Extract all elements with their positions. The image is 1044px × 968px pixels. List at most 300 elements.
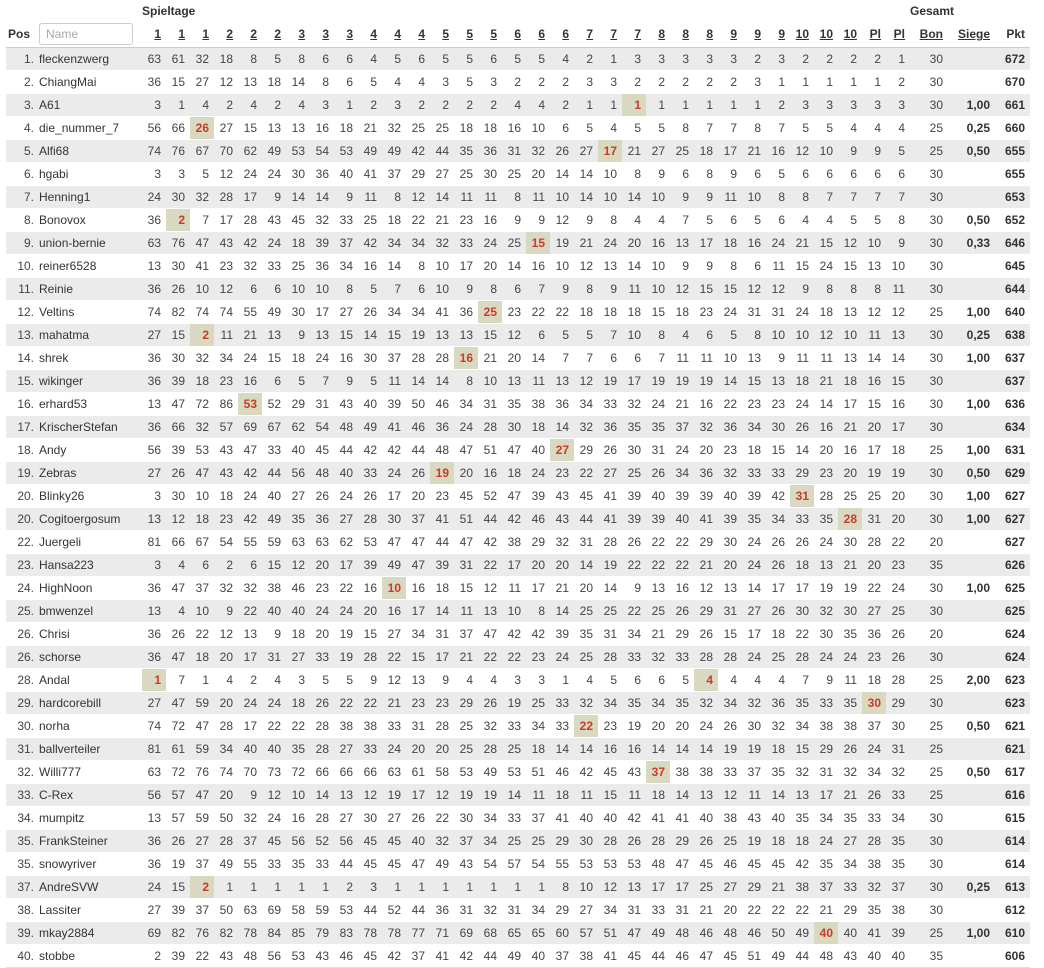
score-cell: 28 bbox=[214, 715, 238, 738]
player-name: shrek bbox=[39, 347, 142, 370]
score-cell: 42 bbox=[238, 462, 262, 485]
spieltag-header-link[interactable]: 2 bbox=[274, 27, 281, 41]
score-cell: 1 bbox=[262, 876, 286, 899]
spieltag-header-19[interactable] bbox=[574, 21, 598, 48]
score-cell: 20 bbox=[670, 715, 694, 738]
player-name: snowyriver bbox=[39, 853, 142, 876]
spieltag-header-27[interactable] bbox=[766, 21, 790, 48]
score-cell: 57 bbox=[574, 922, 598, 945]
siege-cell: 1,00 bbox=[948, 301, 995, 324]
score-cell: 17 bbox=[406, 600, 430, 623]
score-cell: 34 bbox=[406, 232, 430, 255]
score-cell: 14 bbox=[622, 186, 646, 209]
score-cell: 6 bbox=[550, 117, 574, 140]
score-cell: 30 bbox=[166, 255, 190, 278]
score-cell: 7 bbox=[670, 209, 694, 232]
spieltag-header-25[interactable] bbox=[718, 21, 742, 48]
pos-cell: 7. bbox=[6, 186, 39, 209]
score-cell: 33 bbox=[598, 393, 622, 416]
score-cell: 10 bbox=[190, 485, 214, 508]
score-cell: 14 bbox=[550, 600, 574, 623]
player-name: Andy bbox=[39, 439, 142, 462]
bon-header-link[interactable]: Bon bbox=[919, 27, 943, 41]
score-cell: 8 bbox=[742, 324, 766, 347]
spieltag-header-link[interactable]: Pl bbox=[893, 27, 905, 41]
player-name: mumpitz bbox=[39, 807, 142, 830]
pos-cell: 3. bbox=[6, 94, 39, 117]
pkt-cell: 612 bbox=[995, 899, 1030, 922]
column-header-row bbox=[6, 21, 1030, 48]
score-cell: 15 bbox=[694, 278, 718, 301]
score-cell: 40 bbox=[286, 600, 310, 623]
score-cell: 4 bbox=[454, 669, 478, 692]
score-cell: 15 bbox=[838, 255, 862, 278]
score-cell: 24 bbox=[742, 554, 766, 577]
score-cell: 40 bbox=[262, 485, 286, 508]
score-cell: 25 bbox=[574, 646, 598, 669]
score-cell: 14 bbox=[814, 393, 838, 416]
spieltag-header-31[interactable] bbox=[862, 21, 886, 48]
score-cell: 76 bbox=[190, 761, 214, 784]
score-cell: 25 bbox=[430, 117, 454, 140]
spieltag-header-link[interactable]: 1 bbox=[178, 27, 185, 41]
score-cell: 56 bbox=[142, 784, 166, 807]
siege-cell bbox=[948, 646, 995, 669]
score-cell: 35 bbox=[766, 761, 790, 784]
score-cell: 23 bbox=[814, 462, 838, 485]
score-cell: 31 bbox=[454, 554, 478, 577]
spieltag-header-22[interactable] bbox=[646, 21, 670, 48]
score-cell: 6 bbox=[766, 209, 790, 232]
score-cell: 19 bbox=[550, 232, 574, 255]
score-cell: 23 bbox=[430, 692, 454, 715]
score-cell: 1 bbox=[238, 876, 262, 899]
score-cell: 29 bbox=[694, 600, 718, 623]
spieltag-header-15[interactable] bbox=[478, 21, 502, 48]
score-cell: 68 bbox=[478, 922, 502, 945]
spieltag-header-7[interactable] bbox=[286, 21, 310, 48]
score-cell: 32 bbox=[190, 186, 214, 209]
spieltag-header-20[interactable] bbox=[598, 21, 622, 48]
spieltag-header-6[interactable] bbox=[262, 21, 286, 48]
score-cell: 41 bbox=[358, 163, 382, 186]
score-cell: 22 bbox=[190, 945, 214, 968]
score-cell: 7 bbox=[814, 186, 838, 209]
score-cell: 66 bbox=[358, 761, 382, 784]
score-cell: 17 bbox=[238, 186, 262, 209]
spieltag-header-link[interactable]: 6 bbox=[538, 27, 545, 41]
spieltag-header-30[interactable] bbox=[838, 21, 862, 48]
score-cell: 46 bbox=[718, 853, 742, 876]
spieltag-header-link[interactable]: 10 bbox=[795, 27, 809, 41]
score-cell: 4 bbox=[478, 669, 502, 692]
table-row bbox=[6, 186, 1030, 209]
spieltag-header-link[interactable]: 2 bbox=[226, 27, 233, 41]
score-cell: 2 bbox=[670, 71, 694, 94]
score-cell: 18 bbox=[190, 646, 214, 669]
spieltag-header-link[interactable]: 8 bbox=[682, 27, 689, 41]
spieltag-header-9[interactable] bbox=[334, 21, 358, 48]
score-cell: 11 bbox=[574, 784, 598, 807]
score-cell: 5 bbox=[886, 140, 910, 163]
score-cell: 3 bbox=[766, 48, 790, 71]
spieltag-header-link[interactable]: 9 bbox=[730, 27, 737, 41]
score-cell: 1 bbox=[478, 876, 502, 899]
spieltag-header-16[interactable] bbox=[502, 21, 526, 48]
score-cell: 20 bbox=[310, 623, 334, 646]
score-cell: 35 bbox=[286, 853, 310, 876]
score-cell: 30 bbox=[838, 531, 862, 554]
siege-header-link[interactable]: Siege bbox=[957, 27, 990, 41]
score-cell: 32 bbox=[238, 577, 262, 600]
score-cell: 17 bbox=[862, 439, 886, 462]
spieltag-header-24[interactable] bbox=[694, 21, 718, 48]
table-row bbox=[6, 370, 1030, 393]
spieltag-header-17[interactable] bbox=[526, 21, 550, 48]
siege-cell bbox=[948, 255, 995, 278]
score-cell: 45 bbox=[622, 945, 646, 968]
score-cell: 20 bbox=[430, 738, 454, 761]
score-cell: 34 bbox=[766, 508, 790, 531]
score-cell: 16 bbox=[742, 232, 766, 255]
spieltag-header-link[interactable]: 1 bbox=[202, 27, 209, 41]
spieltag-header-link[interactable]: 4 bbox=[370, 27, 377, 41]
score-cell: 17 bbox=[766, 577, 790, 600]
score-cell: 19 bbox=[814, 577, 838, 600]
pkt-cell: 660 bbox=[995, 117, 1030, 140]
score-cell: 9 bbox=[670, 255, 694, 278]
score-cell: 28 bbox=[814, 485, 838, 508]
score-cell: 4 bbox=[622, 209, 646, 232]
score-cell: 3 bbox=[166, 163, 190, 186]
score-cell: 25 bbox=[286, 255, 310, 278]
score-cell: 70 bbox=[238, 761, 262, 784]
score-cell: 49 bbox=[502, 945, 526, 968]
bon-header[interactable] bbox=[910, 21, 948, 48]
name-filter-input[interactable] bbox=[39, 23, 133, 45]
spieltag-header-14[interactable] bbox=[454, 21, 478, 48]
score-cell: 25 bbox=[598, 600, 622, 623]
spieltag-header-link[interactable]: 6 bbox=[562, 27, 569, 41]
score-cell: 8 bbox=[838, 278, 862, 301]
score-cell: 67 bbox=[190, 140, 214, 163]
spieltag-header-link[interactable]: 3 bbox=[346, 27, 353, 41]
score-cell: 41 bbox=[598, 485, 622, 508]
pos-cell: 20. bbox=[6, 485, 39, 508]
spieltag-header-3[interactable] bbox=[190, 21, 214, 48]
siege-cell bbox=[948, 738, 995, 761]
score-cell: 4 bbox=[598, 117, 622, 140]
spieltag-header-29[interactable] bbox=[814, 21, 838, 48]
spieltag-header-8[interactable] bbox=[310, 21, 334, 48]
score-cell: 54 bbox=[478, 853, 502, 876]
score-cell: 20 bbox=[886, 508, 910, 531]
score-cell: 72 bbox=[190, 393, 214, 416]
spieltag-header-13[interactable] bbox=[430, 21, 454, 48]
spieltag-header-link[interactable]: 8 bbox=[706, 27, 713, 41]
spieltag-header-23[interactable] bbox=[670, 21, 694, 48]
score-cell: 37 bbox=[382, 347, 406, 370]
score-cell: 26 bbox=[622, 830, 646, 853]
spieltag-header-link[interactable]: 5 bbox=[442, 27, 449, 41]
score-cell: 10 bbox=[502, 600, 526, 623]
score-cell: 34 bbox=[646, 692, 670, 715]
score-cell: 34 bbox=[718, 692, 742, 715]
score-cell: 13 bbox=[142, 393, 166, 416]
score-cell: 8 bbox=[310, 71, 334, 94]
score-cell: 24 bbox=[550, 646, 574, 669]
score-cell: 1 bbox=[310, 876, 334, 899]
score-cell: 49 bbox=[214, 853, 238, 876]
score-cell: 15 bbox=[598, 784, 622, 807]
spieltag-header-link[interactable]: 10 bbox=[819, 27, 833, 41]
score-cell: 14 bbox=[694, 738, 718, 761]
score-cell: 19 bbox=[718, 738, 742, 761]
score-cell: 27 bbox=[286, 485, 310, 508]
score-cell: 63 bbox=[142, 232, 166, 255]
pkt-cell: 631 bbox=[995, 439, 1030, 462]
score-cell: 53 bbox=[622, 853, 646, 876]
spieltag-header-1[interactable] bbox=[142, 21, 166, 48]
score-cell: 12 bbox=[214, 71, 238, 94]
table-row bbox=[6, 830, 1030, 853]
score-cell: 30 bbox=[718, 531, 742, 554]
spieltag-header-12[interactable] bbox=[406, 21, 430, 48]
spieltag-header-link[interactable]: 5 bbox=[466, 27, 473, 41]
score-cell: 27 bbox=[574, 140, 598, 163]
score-cell: 67 bbox=[190, 531, 214, 554]
score-cell: 26 bbox=[694, 623, 718, 646]
score-cell: 12 bbox=[574, 370, 598, 393]
score-cell: 10 bbox=[622, 324, 646, 347]
score-cell: 2 bbox=[454, 94, 478, 117]
score-cell: 62 bbox=[334, 531, 358, 554]
score-cell: 1 bbox=[598, 94, 622, 117]
score-cell: 4 bbox=[406, 71, 430, 94]
score-cell: 31 bbox=[502, 899, 526, 922]
score-cell: 7 bbox=[190, 209, 214, 232]
siege-cell: 1,00 bbox=[948, 508, 995, 531]
player-name: Andal bbox=[39, 669, 142, 692]
score-cell: 6 bbox=[790, 163, 814, 186]
score-cell: 34 bbox=[670, 462, 694, 485]
score-cell: 1 bbox=[814, 71, 838, 94]
player-name: Blinky26 bbox=[39, 485, 142, 508]
spieltag-header-link[interactable]: 9 bbox=[754, 27, 761, 41]
score-cell: 31 bbox=[262, 646, 286, 669]
bon-cell: 30 bbox=[910, 462, 948, 485]
score-cell: 44 bbox=[358, 899, 382, 922]
score-cell: 6 bbox=[862, 163, 886, 186]
score-cell: 19 bbox=[742, 738, 766, 761]
score-cell: 34 bbox=[598, 692, 622, 715]
spieltag-header-link[interactable]: 5 bbox=[490, 27, 497, 41]
siege-cell: 1,00 bbox=[948, 347, 995, 370]
spieltag-header-link[interactable]: 7 bbox=[634, 27, 641, 41]
score-cell: 8 bbox=[406, 255, 430, 278]
score-cell: 43 bbox=[214, 462, 238, 485]
score-cell: 42 bbox=[358, 232, 382, 255]
score-cell: 6 bbox=[622, 669, 646, 692]
spieltag-header-21[interactable] bbox=[622, 21, 646, 48]
siege-header[interactable] bbox=[948, 21, 995, 48]
score-cell: 23 bbox=[598, 715, 622, 738]
score-cell: 11 bbox=[622, 278, 646, 301]
score-cell: 15 bbox=[382, 324, 406, 347]
score-cell: 25 bbox=[886, 600, 910, 623]
score-cell: 14 bbox=[382, 255, 406, 278]
score-cell: 2 bbox=[214, 554, 238, 577]
spieltag-header-link[interactable]: 6 bbox=[514, 27, 521, 41]
score-cell: 18 bbox=[598, 301, 622, 324]
bon-cell: 25 bbox=[910, 301, 948, 324]
spieltag-header-link[interactable]: Pl bbox=[869, 27, 881, 41]
spieltag-header-4[interactable] bbox=[214, 21, 238, 48]
score-cell: 2 bbox=[430, 94, 454, 117]
score-cell-highlighted: 26 bbox=[190, 117, 214, 140]
score-cell: 24 bbox=[238, 163, 262, 186]
score-cell: 30 bbox=[358, 807, 382, 830]
score-cell: 9 bbox=[814, 669, 838, 692]
siege-cell bbox=[948, 554, 995, 577]
spieltag-header-link[interactable]: 8 bbox=[658, 27, 665, 41]
score-cell: 45 bbox=[382, 830, 406, 853]
spieltag-header-link[interactable]: 4 bbox=[418, 27, 425, 41]
score-cell: 9 bbox=[430, 669, 454, 692]
score-cell: 39 bbox=[622, 485, 646, 508]
score-cell: 39 bbox=[550, 623, 574, 646]
name-header bbox=[39, 21, 142, 48]
score-cell: 12 bbox=[766, 278, 790, 301]
score-cell: 10 bbox=[478, 370, 502, 393]
spieltag-header-link[interactable]: 4 bbox=[394, 27, 401, 41]
score-cell: 25 bbox=[718, 830, 742, 853]
spieltag-header-26[interactable] bbox=[742, 21, 766, 48]
bon-cell: 25 bbox=[910, 439, 948, 462]
score-cell: 32 bbox=[478, 899, 502, 922]
score-cell: 7 bbox=[310, 370, 334, 393]
score-cell: 37 bbox=[190, 577, 214, 600]
score-cell: 55 bbox=[238, 531, 262, 554]
score-cell: 19 bbox=[646, 370, 670, 393]
score-cell: 28 bbox=[430, 715, 454, 738]
score-cell: 32 bbox=[574, 416, 598, 439]
score-cell: 26 bbox=[790, 531, 814, 554]
score-cell: 19 bbox=[838, 577, 862, 600]
spieltag-header-28[interactable] bbox=[790, 21, 814, 48]
spieltag-header-10[interactable] bbox=[358, 21, 382, 48]
score-cell: 35 bbox=[790, 807, 814, 830]
score-cell: 18 bbox=[790, 370, 814, 393]
score-cell: 2 bbox=[334, 876, 358, 899]
score-cell: 3 bbox=[598, 71, 622, 94]
score-cell: 28 bbox=[790, 646, 814, 669]
score-cell: 1 bbox=[886, 48, 910, 71]
score-cell: 3 bbox=[622, 48, 646, 71]
score-cell: 5 bbox=[574, 324, 598, 347]
spieltag-header-18[interactable] bbox=[550, 21, 574, 48]
player-name: erhard53 bbox=[39, 393, 142, 416]
score-cell: 19 bbox=[454, 784, 478, 807]
score-cell: 23 bbox=[886, 554, 910, 577]
score-cell: 4 bbox=[574, 669, 598, 692]
score-cell: 31 bbox=[478, 393, 502, 416]
score-cell: 37 bbox=[886, 876, 910, 899]
spieltag-header-5[interactable] bbox=[238, 21, 262, 48]
score-cell: 36 bbox=[598, 416, 622, 439]
score-cell: 74 bbox=[214, 301, 238, 324]
score-cell: 38 bbox=[502, 531, 526, 554]
spieltag-header-link[interactable]: 7 bbox=[586, 27, 593, 41]
score-cell: 46 bbox=[430, 393, 454, 416]
spieltag-header-link[interactable]: 3 bbox=[298, 27, 305, 41]
score-cell: 10 bbox=[886, 255, 910, 278]
table-row bbox=[6, 278, 1030, 301]
score-cell: 22 bbox=[622, 554, 646, 577]
spieltag-header-link[interactable]: 3 bbox=[322, 27, 329, 41]
score-cell: 35 bbox=[838, 623, 862, 646]
score-cell: 26 bbox=[358, 485, 382, 508]
score-cell: 20 bbox=[814, 439, 838, 462]
score-cell: 4 bbox=[166, 554, 190, 577]
spieltag-header-32[interactable] bbox=[886, 21, 910, 48]
score-cell: 38 bbox=[862, 853, 886, 876]
score-cell: 36 bbox=[310, 255, 334, 278]
score-cell: 21 bbox=[550, 577, 574, 600]
score-cell: 3 bbox=[310, 94, 334, 117]
pos-cell: 11. bbox=[6, 278, 39, 301]
score-cell: 23 bbox=[862, 646, 886, 669]
score-cell: 33 bbox=[310, 853, 334, 876]
spieltag-header-link[interactable]: 9 bbox=[778, 27, 785, 41]
pkt-cell: 655 bbox=[995, 163, 1030, 186]
score-cell: 36 bbox=[454, 301, 478, 324]
score-cell: 74 bbox=[142, 301, 166, 324]
score-cell: 74 bbox=[190, 301, 214, 324]
siege-cell: 1,00 bbox=[948, 577, 995, 600]
score-cell: 31 bbox=[430, 623, 454, 646]
spieltag-header-11[interactable] bbox=[382, 21, 406, 48]
score-cell: 8 bbox=[814, 278, 838, 301]
spieltag-header-link[interactable]: 7 bbox=[610, 27, 617, 41]
score-cell: 26 bbox=[766, 554, 790, 577]
score-cell: 30 bbox=[166, 485, 190, 508]
score-cell: 47 bbox=[166, 393, 190, 416]
table-row bbox=[6, 94, 1030, 117]
spieltag-header-link[interactable]: 2 bbox=[250, 27, 257, 41]
score-cell: 26 bbox=[838, 738, 862, 761]
score-cell: 36 bbox=[142, 623, 166, 646]
spieltag-header-2[interactable] bbox=[166, 21, 190, 48]
score-cell: 5 bbox=[358, 370, 382, 393]
bon-cell: 30 bbox=[910, 646, 948, 669]
score-cell: 11 bbox=[862, 324, 886, 347]
score-cell: 31 bbox=[718, 600, 742, 623]
score-cell: 19 bbox=[862, 462, 886, 485]
score-cell: 11 bbox=[358, 186, 382, 209]
score-cell: 25 bbox=[838, 485, 862, 508]
score-cell: 22 bbox=[286, 715, 310, 738]
spieltag-header-link[interactable]: 1 bbox=[154, 27, 161, 41]
table-row bbox=[6, 646, 1030, 669]
score-cell: 65 bbox=[502, 922, 526, 945]
score-cell: 30 bbox=[286, 163, 310, 186]
spieltag-header-link[interactable]: 10 bbox=[843, 27, 857, 41]
score-cell: 72 bbox=[286, 761, 310, 784]
score-cell: 11 bbox=[454, 600, 478, 623]
siege-cell bbox=[948, 531, 995, 554]
score-cell: 39 bbox=[622, 508, 646, 531]
